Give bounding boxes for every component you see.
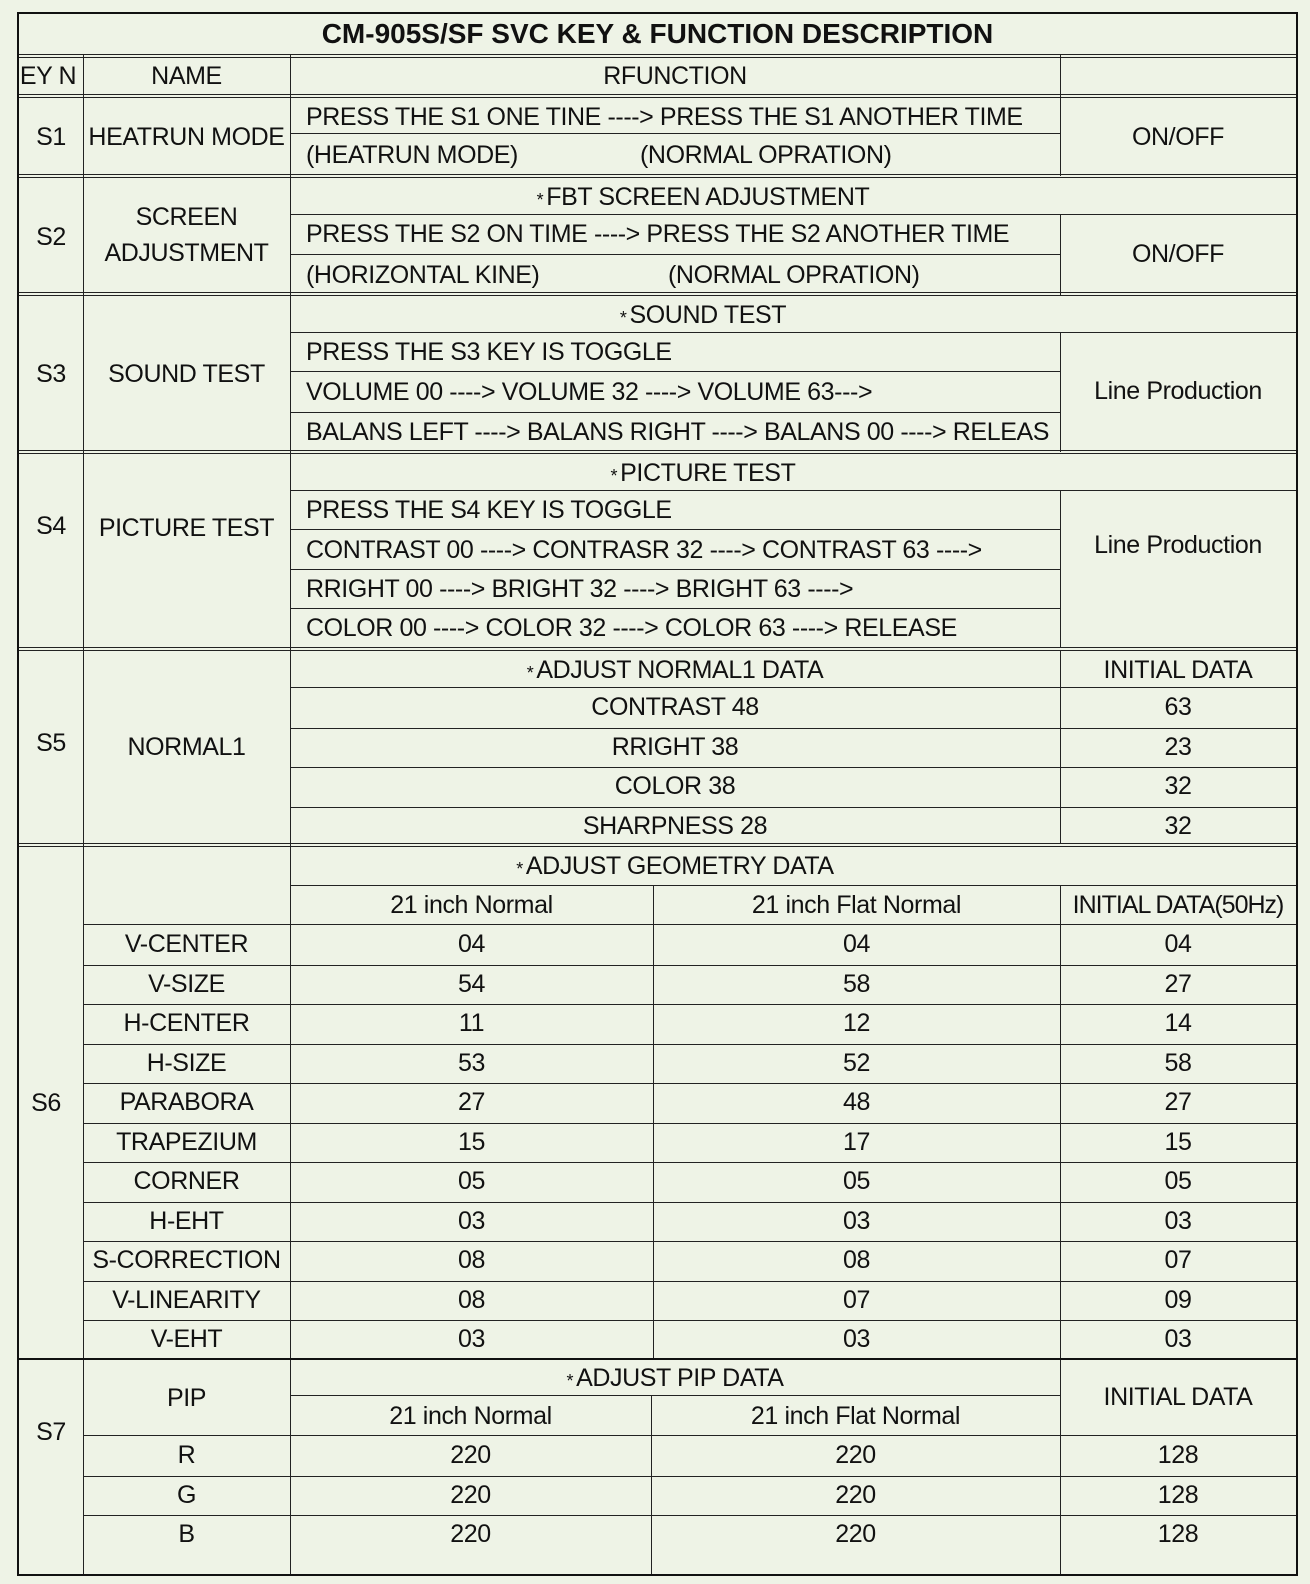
s4-line2: CONTRAST 00 ----> CONTRASR 32 ----> CONTRAST 63 ----> [306,535,982,564]
s7-row-normal: 220 [450,1441,491,1470]
asterisk-icon: * [610,465,618,486]
s7-col3-header: INITIAL DATA [1103,1382,1253,1411]
s6-row-flat: 48 [842,1088,870,1117]
s5-initial-label: INITIAL DATA [1103,655,1253,684]
s4-name: PICTURE TEST [98,513,275,542]
s4-heading: * PICTURE TEST [610,458,796,487]
s5-heading: * ADJUST NORMAL1 DATA [526,655,824,684]
s6-row-name: CORNER [133,1167,240,1196]
s6-row-name: V-CENTER [124,930,249,959]
s6-row-flat: 52 [842,1048,870,1077]
s3-line2: VOLUME 00 ----> VOLUME 32 ----> VOLUME 63---> [306,377,873,406]
s4-value: Line Production [1094,530,1262,559]
s6-row-initial: 14 [1164,1009,1192,1038]
s5-row-label: RRIGHT 38 [611,732,739,761]
s6-col2-header: 21 inch Flat Normal [751,890,962,919]
s6-row-normal: 54 [457,969,485,998]
s6-row-flat: 07 [842,1285,870,1314]
grid-line [290,133,1060,134]
s1-value: ON/OFF [1131,122,1225,151]
asterisk-icon: * [516,858,523,879]
s6-row-initial: 03 [1164,1325,1192,1354]
s6-row-initial: 04 [1164,930,1192,959]
s2-value: ON/OFF [1131,239,1225,268]
s6-row-name: S-CORRECTION [92,1246,281,1275]
asterisk-icon: * [566,1370,574,1391]
asterisk-icon: * [536,189,544,210]
s6-col1-header: 21 inch Normal [390,890,553,919]
asterisk-icon: * [526,662,534,683]
s1-line2a: (HEATRUN MODE) [306,141,518,169]
s6-row-initial: 15 [1164,1127,1192,1156]
s6-row-normal: 15 [457,1127,485,1156]
s5-row-initial: 32 [1164,772,1192,801]
s7-row-name: R [177,1441,196,1470]
s6-row-normal: 11 [458,1009,485,1038]
s7-row-normal: 220 [450,1480,491,1509]
s6-row-flat: 05 [842,1167,870,1196]
s7-row-initial: 128 [1157,1520,1199,1549]
s6-row-name: H-CENTER [123,1009,250,1038]
s6-row-name: PARABORA [119,1088,254,1117]
s6-row-name: H-SIZE [146,1048,227,1077]
s7-col2-header: 21 inch Flat Normal [750,1401,961,1430]
s5-row-initial: 63 [1164,693,1192,722]
s6-row-flat: 03 [842,1206,870,1235]
s4-line1: PRESS THE S4 KEY IS TOGGLE [306,495,672,524]
s3-line3: BALANS LEFT ----> BALANS RIGHT ----> BALANS 00 ----> RELEAS [306,417,1050,446]
asterisk-icon: * [619,307,627,328]
s6-row-initial: 07 [1164,1246,1192,1275]
key-s4: S4 [36,511,66,540]
s5-row-initial: 32 [1164,811,1192,840]
header-function: RFUNCTION [603,61,747,90]
key-s3: S3 [36,359,66,388]
s5-row-label: COLOR 38 [614,772,736,801]
s3-heading: * SOUND TEST [619,300,787,329]
s7-heading: * ADJUST PIP DATA [566,1363,784,1392]
s6-row-flat: 08 [842,1246,870,1275]
key-s7: S7 [36,1417,66,1446]
s2-name-line2: ADJUSTMENT [104,238,269,267]
s6-row-initial: 27 [1164,969,1192,998]
key-s5: S5 [36,728,66,757]
s2-heading: * FBT SCREEN ADJUSTMENT [536,182,870,211]
s2-line1: PRESS THE S2 ON TIME ----> PRESS THE S2 ANOTHER TIME [306,219,1010,248]
s6-row-normal: 53 [457,1048,485,1077]
s2-line2b: (NORMAL OPRATION) [668,260,920,289]
s1-line1: PRESS THE S1 ONE TINE ----> PRESS THE S1 ANOTHER TIME [306,102,1023,131]
key-s6: S6 [31,1088,61,1117]
s7-col1-header: 21 inch Normal [389,1401,552,1430]
table-title: CM-905S/SF SVC KEY & FUNCTION DESCRIPTION [321,18,994,49]
s6-row-normal: 03 [457,1325,485,1354]
s5-row-label: SHARPNESS 28 [582,811,768,840]
s5-name: NORMAL1 [127,732,246,761]
s2-line2a: (HORIZONTAL KINE) [306,260,540,289]
s6-row-name: H-EHT [149,1206,224,1235]
s1-name: HEATRUN MODE [88,122,285,151]
s6-row-flat: 17 [842,1127,870,1156]
s5-row-label: CONTRAST 48 [591,693,759,722]
s6-row-name: TRAPEZIUM [116,1127,257,1156]
s6-row-initial: 27 [1164,1088,1192,1117]
header-name: NAME [151,61,222,90]
s4-line3: RRIGHT 00 ----> BRIGHT 32 ----> BRIGHT 63 ----> [306,574,854,603]
s5-row-initial: 23 [1164,732,1192,761]
grid-line [290,1395,1060,1396]
s6-row-flat: 58 [842,969,870,998]
s6-row-normal: 27 [457,1088,485,1117]
s2-name-line1: SCREEN [135,202,238,231]
service-key-table [17,12,1298,1576]
s7-row-flat: 220 [835,1520,876,1549]
s6-row-initial: 09 [1164,1285,1192,1314]
s6-row-normal: 03 [457,1206,485,1235]
s7-row-initial: 128 [1157,1480,1199,1509]
s1-line2b: (NORMAL OPRATION) [640,141,892,169]
s7-row-initial: 128 [1157,1441,1199,1470]
s4-line4: COLOR 00 ----> COLOR 32 ----> COLOR 63 ----> RELEASE [306,613,957,642]
s6-row-name: V-SIZE [148,969,225,998]
s7-row-name: B [178,1520,195,1549]
s6-col3-header: INITIAL DATA(50Hz) [1072,890,1284,919]
s7-name: PIP [166,1383,207,1412]
s6-row-flat: 12 [842,1009,870,1038]
s3-value: Line Production [1094,376,1262,405]
s3-line1: PRESS THE S3 KEY IS TOGGLE [306,337,672,366]
key-s1: S1 [36,122,66,151]
s6-row-initial: 03 [1164,1206,1192,1235]
s3-name: SOUND TEST [108,359,265,388]
header-key: EY N [19,61,77,90]
s7-row-name: G [176,1480,197,1509]
s6-row-flat: 04 [842,930,870,959]
s6-row-name: V-LINEARITY [112,1285,261,1314]
s6-row-normal: 05 [457,1167,485,1196]
s6-row-normal: 04 [457,930,485,959]
s6-heading: * ADJUST GEOMETRY DATA [516,851,834,880]
s6-row-normal: 08 [457,1246,485,1275]
s6-row-name: V-EHT [150,1325,223,1354]
s6-row-normal: 08 [457,1285,485,1314]
s7-row-normal: 220 [450,1520,491,1549]
s6-row-flat: 03 [842,1325,870,1354]
key-s2: S2 [36,222,66,251]
s6-row-initial: 05 [1164,1167,1192,1196]
s7-row-flat: 220 [835,1441,876,1470]
s6-row-initial: 58 [1164,1048,1192,1077]
s7-row-flat: 220 [835,1480,876,1509]
